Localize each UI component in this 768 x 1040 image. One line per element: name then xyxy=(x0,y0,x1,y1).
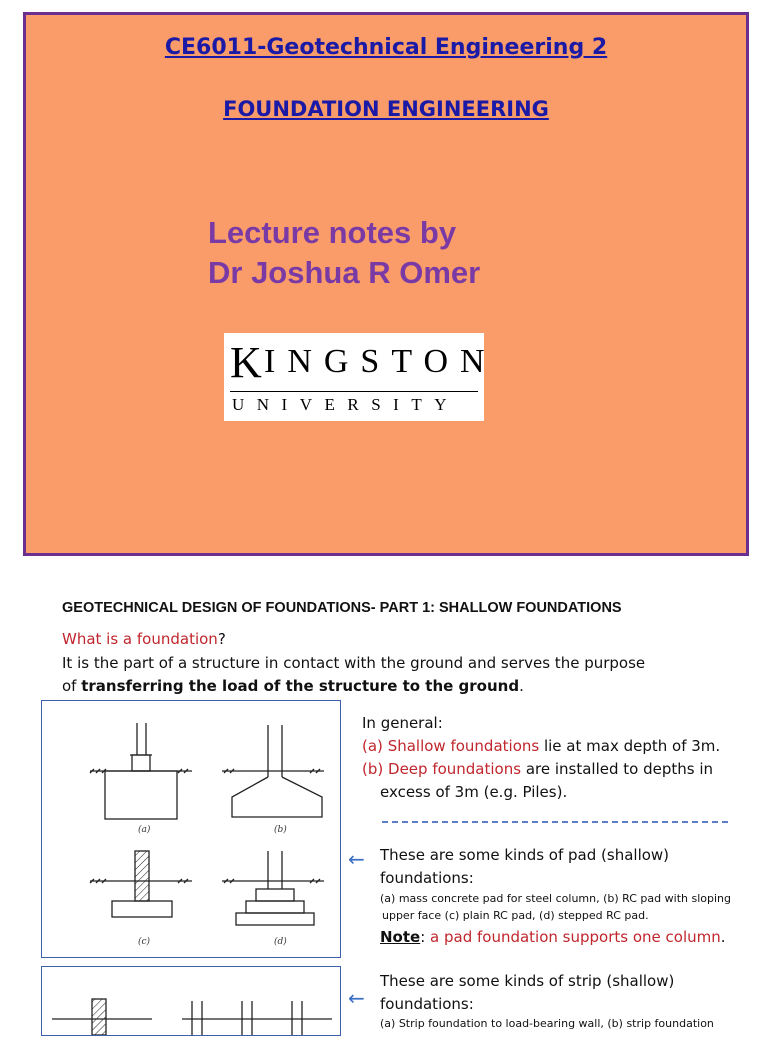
arrow-left-icon: ← xyxy=(348,847,365,871)
item-a-rest: lie at max depth of 3m. xyxy=(539,737,721,755)
strip-foundations-drawing xyxy=(42,967,340,1035)
def-bold: transferring the load of the structure to the ground xyxy=(81,677,520,695)
title-slide xyxy=(23,12,749,556)
item-b-red: Deep foundations xyxy=(388,760,522,778)
logo-university: UNIVERSITY xyxy=(232,395,459,414)
note-end: . xyxy=(720,928,726,946)
lecture-author xyxy=(208,213,480,293)
dashed-divider xyxy=(382,821,728,823)
caption-b: (b) xyxy=(274,825,287,835)
question-mark: ? xyxy=(217,630,226,648)
arrow-left-icon-2: ← xyxy=(348,986,365,1010)
section-heading: GEOTECHNICAL DESIGN OF FOUNDATIONS- PART 1: SHALLOW FOUNDATIONS xyxy=(62,600,622,616)
def-suffix: . xyxy=(519,677,524,695)
definition-line-1: It is the part of a structure in contact with the ground and serves the purpose xyxy=(62,654,646,672)
in-general-label: In general: xyxy=(362,714,443,732)
pad-foundations-figure xyxy=(41,700,341,958)
item-b-rest: are installed to depths in xyxy=(521,760,713,778)
question-red: What is a foundation xyxy=(62,630,218,648)
strip-intro-line-2: foundations: xyxy=(380,995,474,1013)
note-label: Note xyxy=(380,928,421,946)
pad-intro-line-1: These are some kinds of pad (shallow) xyxy=(380,846,670,864)
subject-title: FOUNDATION ENGINEERING xyxy=(223,97,549,121)
lecture-line-2: Dr Joshua R Omer xyxy=(208,255,481,290)
pad-description-line-2: upper face (c) plain RC pad, (d) stepped RC pad. xyxy=(382,909,649,922)
lecture-line-1: Lecture notes by xyxy=(208,215,457,250)
def-prefix: of xyxy=(62,677,82,695)
note-colon: : xyxy=(420,928,431,946)
caption-c: (c) xyxy=(138,937,151,947)
pad-foundations-drawing xyxy=(42,701,340,957)
kingston-university-logo xyxy=(224,333,497,421)
strip-foundations-figure xyxy=(41,966,341,1036)
strip-intro-line-1: These are some kinds of strip (shallow) xyxy=(380,972,675,990)
item-b-marker: (b) xyxy=(362,760,384,778)
definition-line-2 xyxy=(62,677,524,695)
note-line xyxy=(380,928,726,946)
item-a xyxy=(362,737,720,755)
item-b-continuation: excess of 3m (e.g. Piles). xyxy=(380,783,568,801)
pad-description-line-1: (a) mass concrete pad for steel column, (b) RC pad with sloping xyxy=(380,892,731,905)
note-red: a pad foundation supports one column xyxy=(430,928,721,946)
pad-intro-line-2: foundations: xyxy=(380,869,474,887)
logo-divider xyxy=(230,391,478,392)
logo-k: K xyxy=(230,338,262,387)
caption-a: (a) xyxy=(138,825,151,835)
course-title: CE6011-Geotechnical Engineering 2 xyxy=(164,35,608,60)
strip-description-line-1: (a) Strip foundation to load-bearing wall, (b) strip foundation xyxy=(380,1017,714,1030)
question xyxy=(62,630,226,648)
item-a-red: Shallow foundations xyxy=(387,737,540,755)
item-a-marker: (a) xyxy=(362,737,383,755)
item-b xyxy=(362,760,713,778)
logo-kingston: INGSTON xyxy=(264,343,497,380)
caption-d: (d) xyxy=(274,937,287,947)
